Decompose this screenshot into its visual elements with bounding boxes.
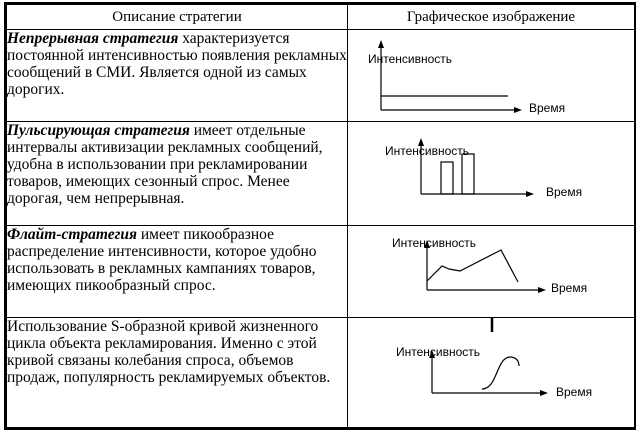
strategy-graph — [348, 30, 635, 122]
header-description: Описание стратегии — [7, 5, 348, 30]
strategy-description — [7, 226, 348, 318]
strategy-description — [7, 30, 348, 122]
table-row — [7, 122, 635, 226]
strategy-table-frame — [4, 2, 636, 430]
x-axis-label: Время — [556, 385, 593, 399]
y-axis-label: Интенсивность — [392, 236, 477, 250]
strategy-text: имеет пикообразное распределение интенсивности, которое удобно использовать в рекламных кампаниях товаров, имеющих пикообразный спрос. — [7, 226, 317, 294]
header-graphic: Графическое изображение — [348, 5, 635, 30]
continuous-graph — [348, 30, 635, 122]
table-row — [7, 318, 635, 428]
x-axis-label: Время — [546, 185, 583, 199]
table-row — [7, 226, 635, 318]
y-axis-arrow — [378, 40, 384, 48]
x-axis-label: Время — [551, 281, 588, 295]
x-axis-arrow — [514, 107, 522, 113]
strategy-graph — [348, 122, 635, 226]
x-axis-label: Время — [529, 101, 566, 115]
s-curve — [482, 357, 519, 389]
y-axis-label: Интенсивность — [368, 52, 453, 66]
x-axis-arrow — [538, 287, 546, 293]
table-row — [7, 30, 635, 122]
pulse-bar-1 — [441, 162, 453, 194]
strategy-description — [7, 122, 348, 226]
strategy-name: Пульсирующая стратегия — [7, 122, 190, 139]
flight-curve — [427, 250, 518, 282]
strategy-table — [6, 4, 635, 428]
strategy-graph — [348, 226, 635, 318]
s-curve-graph — [348, 318, 635, 428]
strategy-graph — [348, 318, 635, 428]
pulse-bar-2 — [462, 154, 474, 194]
table-header-row — [7, 5, 635, 30]
strategy-text: имеет отдельные интервалы активизации рекламных сообщений, удобна в использовании при рекламировании товаров, имеющих сезонный спрос. Менее дорогая, чем непрерывная. — [7, 122, 323, 207]
strategy-description — [7, 318, 348, 428]
strategy-text: характеризуется постоянной интенсивностью появления рекламных сообщений в СМИ. Является одной из самых дорогих. — [7, 30, 347, 98]
pulsing-graph — [348, 122, 635, 226]
y-axis-label: Интенсивность — [396, 345, 481, 359]
strategy-name: Непрерывная стратегия — [7, 30, 179, 47]
flight-graph — [348, 226, 635, 318]
y-axis-label: Интенсивность — [385, 144, 470, 158]
x-axis-arrow — [540, 390, 548, 396]
x-axis-arrow — [526, 191, 534, 197]
strategy-text: Использование S-образной кривой жизненного цикла объекта рекламирования. Именно с этой кривой связаны колебания спроса, объемов продаж, популярность рекламируемых объектов. — [7, 318, 331, 386]
strategy-name: Флайт-стратегия — [7, 226, 137, 243]
